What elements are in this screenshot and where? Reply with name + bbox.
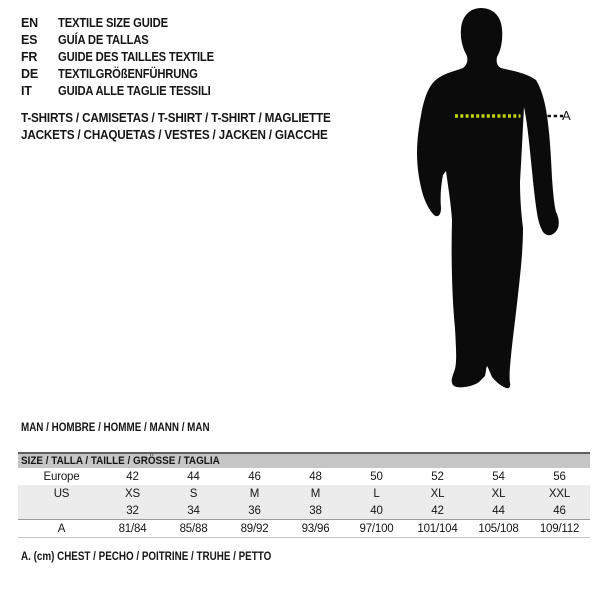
guide-title-en: TEXTILE SIZE GUIDE <box>58 16 168 31</box>
size-table <box>18 452 590 538</box>
language-row <box>21 82 231 99</box>
guide-title-fr: GUIDE DES TAILLES TEXTILE <box>58 49 214 64</box>
measurement-legend: A. (cm) CHEST / PECHO / POITRINE / TRUHE / PETTO <box>21 549 272 563</box>
section-title-man: MAN / HOMBRE / HOMME / MANN / MAN <box>21 420 210 434</box>
language-code: IT <box>21 83 32 98</box>
language-code: FR <box>21 49 38 64</box>
language-row <box>21 49 231 66</box>
garment-categories <box>21 110 365 144</box>
guide-title-es: GUÍA DE TALLAS <box>58 33 149 48</box>
language-code: ES <box>21 33 38 48</box>
table-row-chest-cm: A 81/84 85/88 89/92 93/96 97/100 101/104 105/108 109/112 <box>18 519 590 537</box>
guide-title-de: TEXTILGRÖßENFÜHRUNG <box>58 66 198 81</box>
man-silhouette <box>410 6 600 390</box>
category-tshirts: T-SHIRTS / CAMISETAS / T-SHIRT / T-SHIRT / MAGLIETTE <box>21 110 331 125</box>
man-silhouette-shape <box>417 8 559 388</box>
table-row-numeric: 32 34 36 38 40 42 44 46 <box>18 502 590 519</box>
language-title-list <box>21 15 231 99</box>
language-code: EN <box>21 16 38 31</box>
table-row-europe: Europe 42 44 46 48 50 52 54 56 <box>18 468 590 485</box>
category-jackets: JACKETS / CHAQUETAS / VESTES / JACKEN / GIACCHE <box>21 127 328 143</box>
guide-title-it: GUIDA ALLE TAGLIE TESSILI <box>58 83 211 98</box>
language-code: DE <box>21 66 38 81</box>
language-row <box>21 32 231 49</box>
table-row-us: US XS S M M L XL XL XXL <box>18 485 590 502</box>
language-row <box>21 65 231 82</box>
row-label: Europe <box>43 470 80 483</box>
row-label: US <box>53 487 70 500</box>
row-label: A <box>57 522 66 535</box>
size-table-header: SIZE / TALLA / TAILLE / GRÖSSE / TAGLIA <box>18 454 590 468</box>
measure-label-a: A <box>562 108 571 123</box>
language-row <box>21 15 231 32</box>
